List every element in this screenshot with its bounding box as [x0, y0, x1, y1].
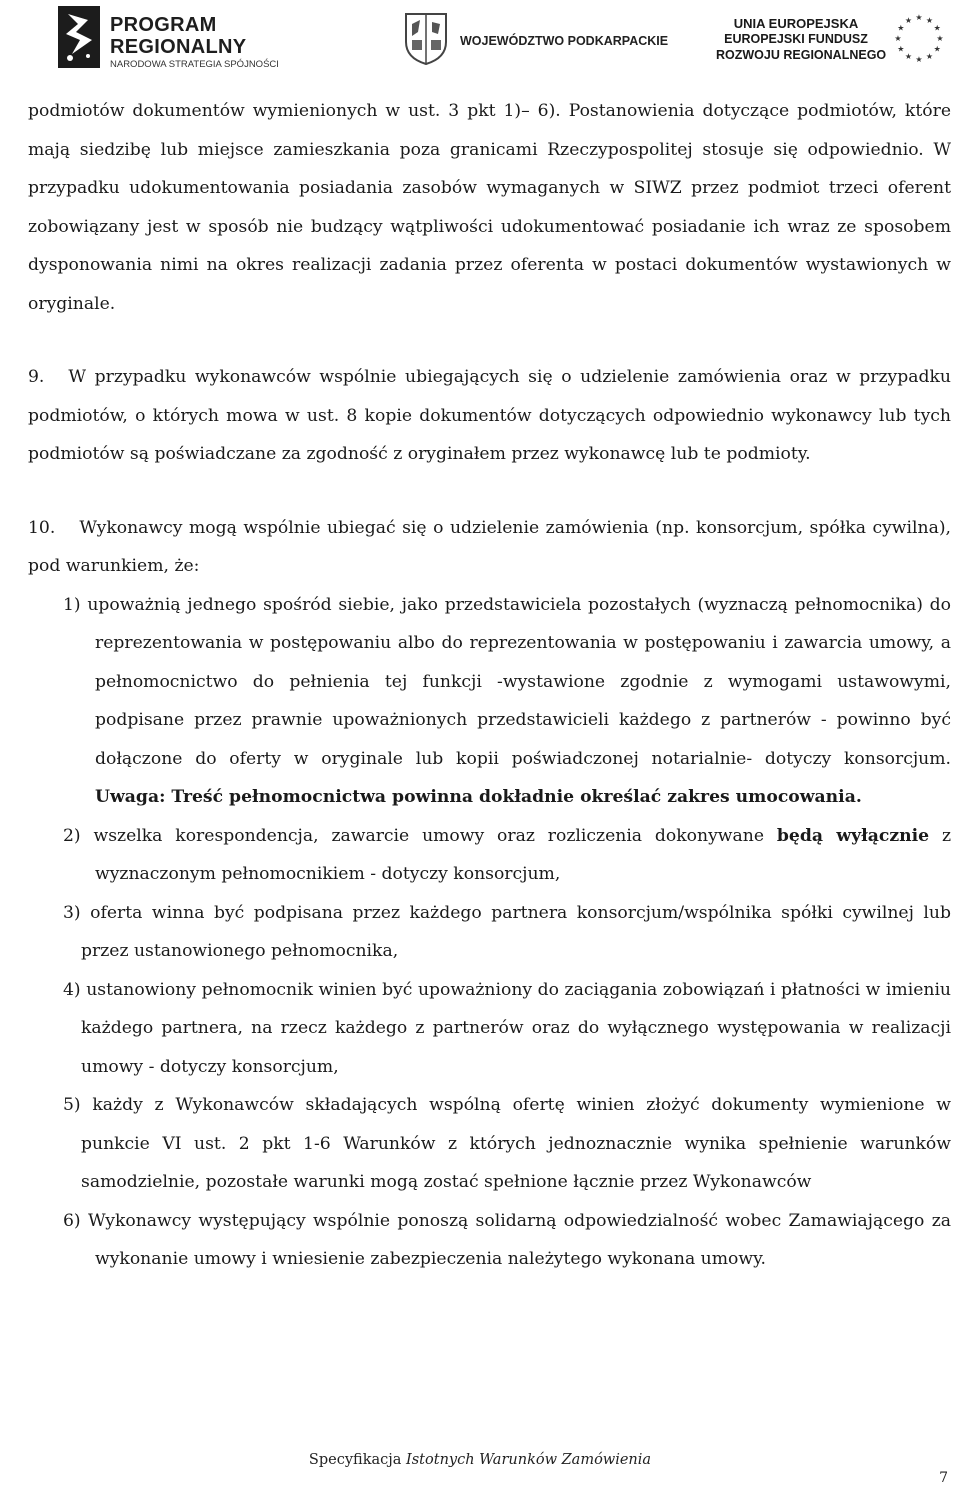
paragraph-number: 9.: [28, 367, 45, 387]
list-item-text: upoważnią jednego spośród siebie, jako przedstawiciela pozostałych (wyznaczą pełnomocnika) do reprezentowania w postępowaniu albo do reprezentowania w postępowaniu i zawarcia umowy, a pełnomocnictwo do pełnienia tej funkcji -wystawione zgodnie z wymogami ustawowymi, podpisane przez prawnie upoważnionych przedstawicieli każdego z partnerów - powinno być dołączone do oferty w oryginale lub kopii poświadczonej notarialnie- dotyczy konsorcjum.: [87, 594, 951, 769]
list-item-number: 4): [63, 979, 81, 1000]
page-number: 7: [939, 1470, 948, 1486]
list-item-number: 5): [63, 1095, 81, 1115]
wojewodztwo-logo: [404, 10, 669, 70]
eu-text: UNIA EUROPEJSKA: [733, 16, 859, 31]
program-text: PROGRAM: [110, 14, 217, 36]
svg-text:★: ★: [933, 23, 941, 33]
svg-text:★: ★: [925, 52, 934, 62]
svg-text:★: ★: [904, 15, 913, 25]
footer-title-italic: Istotnych Warunków Zamówienia: [406, 1452, 652, 1468]
list-item-text-after: z wyznaczonym pełnomocnikiem - dotyczy konsorcjum,: [95, 825, 951, 884]
paragraph-9: [28, 358, 951, 474]
conditions-list: [28, 586, 951, 1279]
svg-text:★: ★: [933, 44, 941, 54]
program-regionalny-logo: [58, 6, 278, 68]
list-item-number: 1): [63, 594, 81, 615]
list-item-text: ustanowiony pełnomocnik winien być upoważniony do zaciągania zobowiązań i płatności w imieniu każdego partnera, na rzecz każdego z partnerów oraz do wyłącznego występowania w realizacji umowy - dotyczy konsorcjum,: [81, 979, 952, 1077]
list-item: [28, 817, 951, 894]
list-item-number: 6): [63, 1210, 81, 1231]
list-item-text: każdy z Wykonawców składających wspólną ofertę winien złożyć dokumenty wymienione w punkcie VI ust. 2 pkt 1-6 Warunków z których jednoznacznie wynika spełnienie warunków samodzielnie, pozostałe warunki mogą zostać spełnione łącznie przez Wykonawców: [81, 1095, 951, 1192]
list-item-number: 3): [63, 902, 81, 923]
program-regionalny-mark-icon: [58, 6, 100, 68]
paragraph-10: [28, 509, 951, 586]
eu-stars-icon: [894, 12, 944, 62]
list-item: [28, 894, 951, 971]
svg-text:★: ★: [915, 55, 923, 62]
regionalny-text: REGIONALNY: [110, 36, 247, 58]
footer-document-title: [0, 1452, 960, 1468]
paragraph-continuation: podmiotów dokumentów wymienionych w ust. 3 pkt 1)– 6). Postanowienia dotyczące podmiotów, które mają siedzibę lub miejsce zamieszkania poza granicami Rzeczypospolitej stosuje się odpowiednio. W przypadku udokumentowania posiadania zasobów wymaganych w SIWZ przez podmiot trzeci oferent zobowiązany jest w sposób nie budzący wątpliwości udokumentować posiadanie ich wraz ze sposobem dysponowania nimi na okres realizacji zadania przez oferenta w postaci dokumentów wystawionych w oryginale.: [28, 101, 951, 314]
regional-development-text: ROZWOJU REGIONALNEGO: [716, 48, 887, 62]
footer-title-plain: Specyfikacja: [308, 1452, 402, 1468]
svg-text:★: ★: [897, 23, 905, 33]
list-item-text: oferta winna być podpisana przez każdego partnera konsorcjum/wspólnika spółki cywilnej lub przez ustanowionego pełnomocnika,: [81, 902, 951, 961]
svg-text:★: ★: [904, 52, 913, 62]
coat-of-arms-icon: [404, 10, 448, 66]
list-item: [28, 1202, 951, 1279]
page-header: [0, 0, 960, 78]
document-body: [28, 92, 951, 1279]
svg-text:★: ★: [925, 15, 934, 25]
list-item-bold-text: będą wyłącznie: [776, 825, 930, 846]
svg-text:★: ★: [936, 34, 944, 43]
list-item: [28, 971, 951, 1087]
list-item-number: 2): [63, 825, 81, 846]
list-item: [28, 586, 951, 817]
svg-text:★: ★: [894, 34, 902, 43]
list-item-text: wszelka korespondencja, zawarcie umowy oraz rozliczenia dokonywane: [93, 825, 765, 846]
svg-text:★: ★: [897, 44, 905, 54]
list-item: [28, 1086, 951, 1202]
eu-fund-logo: [716, 12, 946, 68]
paragraph-text: Wykonawcy mogą wspólnie ubiegać się o udzielenie zamówienia (np. konsorcjum, spółka cywilna), pod warunkiem, że:: [28, 517, 951, 576]
list-item-text: Wykonawcy występujący wspólnie ponoszą solidarną odpowiedzialność wobec Zamawiającego za wykonanie umowy i wniesienie zabezpieczenia należytego wykonana umowy.: [87, 1210, 951, 1269]
svg-text:★: ★: [915, 13, 923, 22]
strategy-text: NARODOWA STRATEGIA SPÓJNOŚCI: [110, 59, 279, 70]
fund-text: EUROPEJSKI FUNDUSZ: [724, 32, 868, 46]
paragraph-text: W przypadku wykonawców wspólnie ubiegających się o udzielenie zamówienia oraz w przypadku podmiotów, o których mowa w ust. 8 kopie dokumentów dotyczących odpowiednio wykonawcy lub tych podmiotów są poświadczane za zgodność z oryginałem przez wykonawcę lub te podmioty.: [28, 367, 951, 464]
paragraph-number: 10.: [28, 517, 56, 538]
list-item-bold-note: Uwaga: Treść pełnomocnictwa powinna dokładnie określać zakres umocowania.: [95, 787, 862, 807]
wojewodztwo-text: WOJEWÓDZTWO PODKARPACKIE: [460, 34, 669, 48]
